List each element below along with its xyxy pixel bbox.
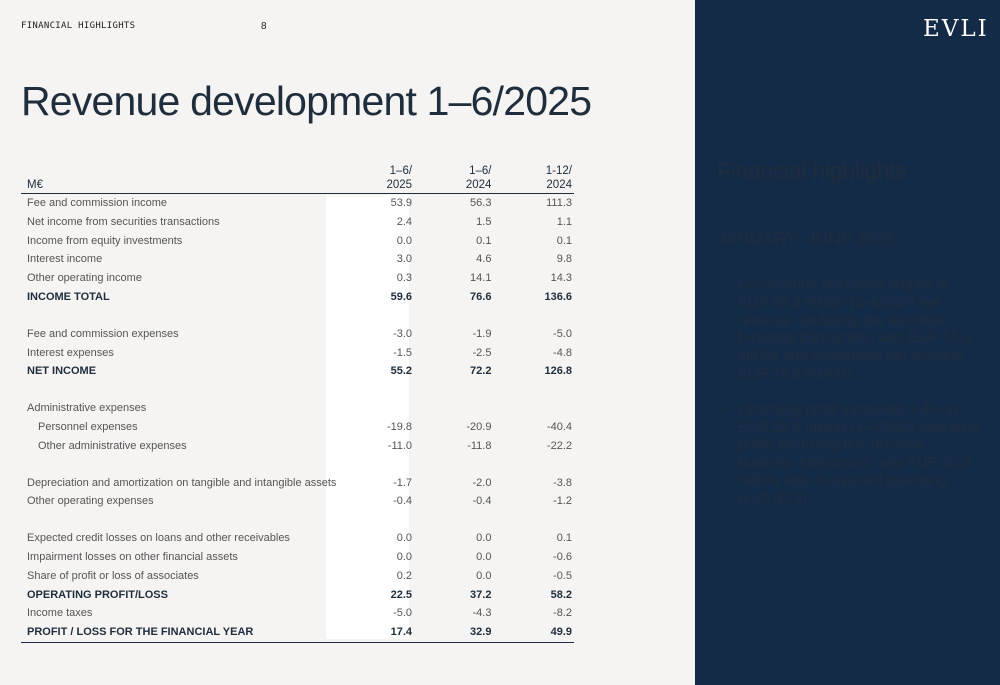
spacer-row (21, 456, 574, 474)
table-row: Income from equity investments 0.0 0.1 0.1 (27, 234, 572, 247)
table-row: Interest expenses -1.5 -2.5 -4.8 (27, 346, 572, 359)
bullet-text: Net revenue increased slightly to EUR 55.2 million (1–6/2024 net revenue, excluding the incentive business transaction, was EUR 55.0 million and unadjusted net revenue EUR 72.2 million). (738, 277, 971, 382)
table-row: Other operating expenses -0.4 -0.4 -1.2 (27, 495, 572, 508)
column-header-1-6-2025: 1–6/ 2025 (386, 165, 413, 191)
period-heading: JANUARY–JUNE 2025 (717, 229, 896, 248)
dash-bullet: — (717, 401, 732, 418)
column-header-1-6-2024: 1–6/ 2024 (465, 165, 492, 191)
table-row: Other operating income 0.3 14.1 14.3 (27, 272, 572, 285)
table-row-income-total: INCOME TOTAL 59.6 76.6 136.6 (27, 290, 572, 303)
table-row: Interest income 3.0 4.6 9.8 (27, 253, 572, 266)
table-row: Personnel expenses -19.8 -20.9 -40.4 (38, 420, 572, 433)
highlights-list (717, 277, 982, 527)
column-header-1-12-2024: 1-12/ 2024 (545, 165, 572, 191)
evli-logo: EVLI (923, 16, 989, 42)
table-row: Net income from securities transactions 2.4 1.5 1.1 (27, 215, 572, 228)
table-row: Impairment losses on other financial assets 0.0 0.0 -0.6 (27, 550, 572, 563)
revenue-table (21, 164, 574, 643)
table-row: Administrative expenses (27, 402, 147, 415)
list-item (717, 402, 982, 509)
table-row: Depreciation and amortization on tangible and intangible assets -1.7 -2.0 -3.8 (27, 476, 572, 489)
spacer-row (21, 381, 574, 399)
table-row: Share of profit or loss of associates 0.2 0.0 -0.5 (27, 569, 572, 582)
dash-bullet: — (717, 277, 732, 293)
table-row: Income taxes -5.0 -4.3 -8.2 (27, 607, 572, 620)
spacer-row (21, 511, 574, 529)
table-row-profit-for-year: PROFIT / LOSS FOR THE FINANCIAL YEAR 17.4 32.9 49.9 (21, 623, 574, 642)
table-row: Other administrative expenses -11.0 -11.8 -22.2 (38, 439, 572, 452)
page-title: Revenue development 1–6/2025 (21, 78, 592, 124)
bullet-text: Operating profit increased 1.4% to EUR 22.5 million (1–6/2024 operating profit, excluding the incentive business transaction, was EUR 22.2 million and unadjusted operating profit 37.2). (738, 401, 980, 507)
table-row: Expected credit losses on loans and other receivables 0.0 0.0 0.1 (27, 532, 572, 545)
table-row-operating-profit: OPERATING PROFIT/LOSS 22.5 37.2 58.2 (27, 588, 572, 601)
page-number: 8 (261, 21, 267, 32)
table-row-net-income: NET INCOME 55.2 72.2 126.8 (27, 365, 572, 378)
table-row: Fee and commission income 53.9 56.3 111.3 (27, 197, 572, 209)
table-header-row (21, 164, 574, 194)
unit-header: M€ (27, 179, 43, 191)
spacer-row (21, 307, 574, 325)
list-item (717, 277, 982, 384)
sidebar-title: Financial highlights (717, 158, 907, 184)
table-row: Fee and commission expenses -3.0 -1.9 -5.0 (27, 327, 572, 340)
section-label: FINANCIAL HIGHLIGHTS (21, 21, 136, 31)
